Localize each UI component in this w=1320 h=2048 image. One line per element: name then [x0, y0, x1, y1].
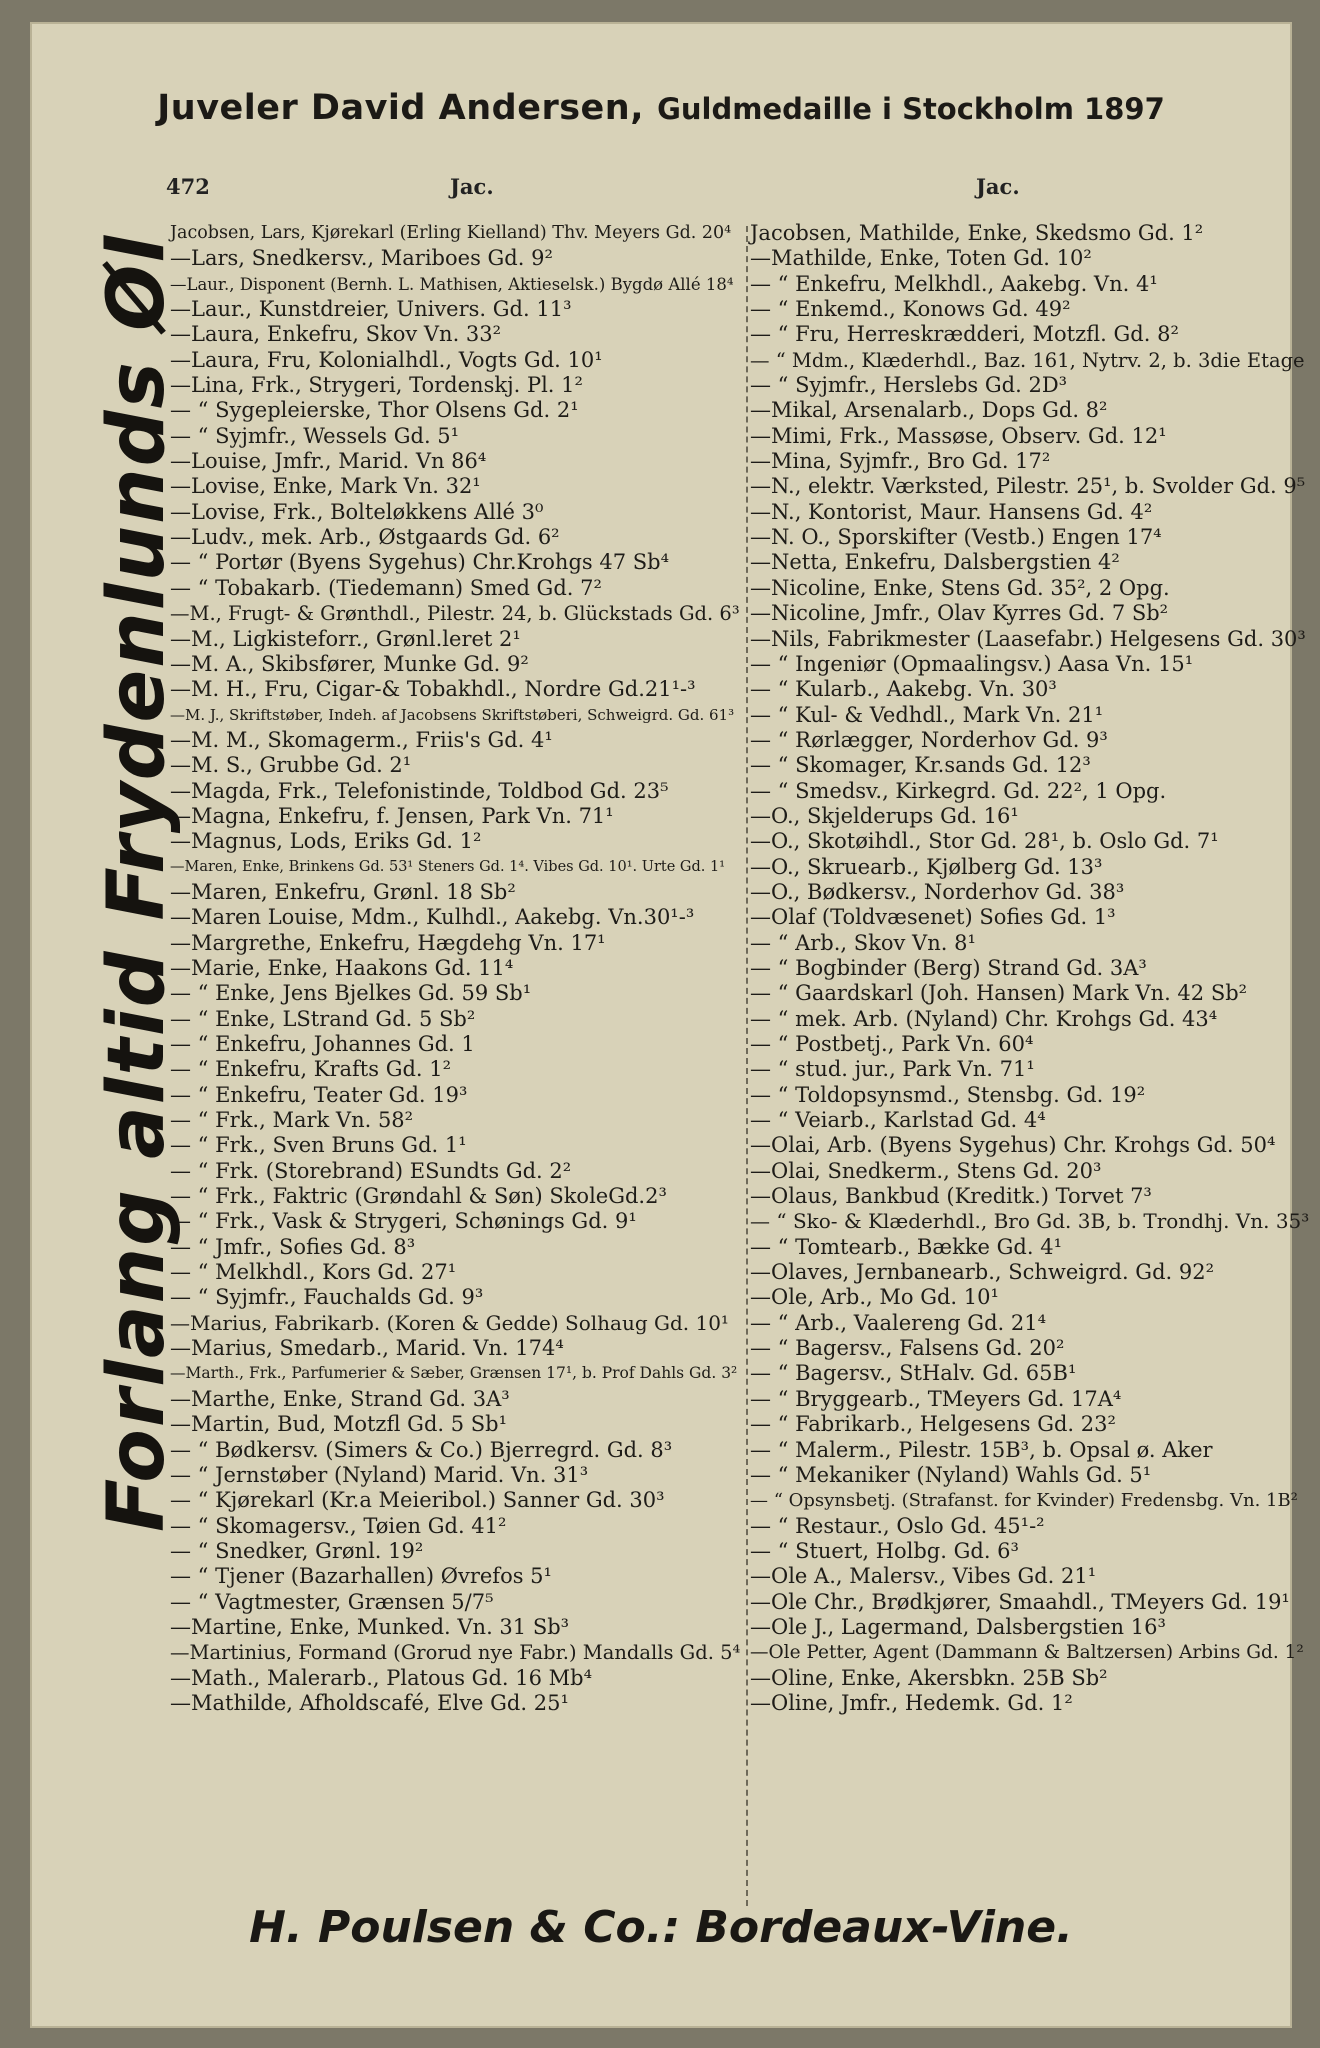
directory-entry: —Olaf (Toldvæsenet) Sofies Gd. 1³	[750, 905, 1116, 930]
directory-entry: —Ole A., Malersv., Vibes Gd. 21¹	[750, 1564, 1097, 1589]
directory-entry: —Nils, Fabrikmester (Laasefabr.) Helgesens Gd. 30³	[750, 626, 1306, 651]
directory-entry: —Ludv., mek. Arb., Østgaards Gd. 6²	[170, 525, 560, 550]
directory-entry: — “ Ingeniør (Opmaalingsv.) Aasa Vn. 15¹	[750, 651, 1194, 676]
directory-entry: — “ stud. jur., Park Vn. 71¹	[750, 1057, 1035, 1082]
directory-entry: —O., Skotøihdl., Stor Gd. 28¹, b. Oslo Gd. 7¹	[750, 829, 1219, 854]
directory-entry: — “ Arb., Vaalereng Gd. 21⁴	[750, 1310, 1046, 1335]
side-advertisement: Forlang altid Frydenlunds Øl	[92, 233, 182, 1532]
directory-entry: — “ mek. Arb. (Nyland) Chr. Krohgs Gd. 43⁴	[750, 1006, 1218, 1031]
directory-entry: —Martinius, Formand (Grorud nye Fabr.) Mandalls Gd. 5⁴	[170, 1641, 741, 1665]
directory-entry: —Olaves, Jernbanearb., Schweigrd. Gd. 92²	[750, 1260, 1214, 1285]
directory-entry: — “ Veiarb., Karlstad Gd. 4⁴	[750, 1108, 1046, 1133]
directory-entry: — “ Sygepleierske, Thor Olsens Gd. 2¹	[170, 398, 579, 423]
directory-entry: —M. M., Skomagerm., Friis's Gd. 4¹	[170, 727, 553, 752]
directory-entry: —M. S., Grubbe Gd. 2¹	[170, 753, 412, 778]
directory-entry: — “ Malerm., Pilestr. 15B³, b. Opsal ø. Aker	[750, 1437, 1213, 1462]
directory-entry: — “ Mdm., Klæderhdl., Baz. 161, Nytrv. 2, b. 3die Etage	[750, 348, 1305, 372]
directory-entry: — “ Vagtmester, Grænsen 5/7⁵	[170, 1589, 494, 1614]
directory-entry: —Ole Chr., Brødkjører, Smaahdl., TMeyers Gd. 19¹	[750, 1589, 1290, 1614]
directory-entry: —Marius, Smedarb., Marid. Vn. 174⁴	[170, 1336, 564, 1361]
directory-entry: — “ Kul- & Vedhdl., Mark Vn. 21¹	[750, 702, 1104, 727]
directory-entry: —Marie, Enke, Haakons Gd. 11⁴	[170, 955, 514, 980]
directory-entry: — “ Enke, LStrand Gd. 5 Sb²	[170, 1006, 476, 1031]
directory-entry: —Lovise, Frk., Bolteløkkens Allé 3⁰	[170, 499, 544, 524]
directory-entry: — “ Fru, Herreskrædderi, Motzfl. Gd. 8²	[750, 322, 1179, 347]
directory-entry: — “ Kjørekarl (Kr.a Meieribol.) Sanner Gd. 30³	[170, 1488, 665, 1513]
directory-entry: —Lars, Snedkersv., Mariboes Gd. 9²	[170, 246, 553, 271]
directory-entry: — “ Restaur., Oslo Gd. 45¹-²	[750, 1513, 1045, 1538]
directory-entry: — “ Frk., Sven Bruns Gd. 1¹	[170, 1133, 467, 1158]
directory-entry: —M. A., Skibsfører, Munke Gd. 9²	[170, 651, 529, 676]
directory-entry: —Mikal, Arsenalarb., Dops Gd. 8²	[750, 398, 1108, 423]
directory-entry: —Math., Malerarb., Platous Gd. 16 Mb⁴	[170, 1665, 592, 1690]
directory-entry: —Nicoline, Jmfr., Olav Kyrres Gd. 7 Sb²	[750, 601, 1169, 626]
directory-entry: —N. O., Sporskifter (Vestb.) Engen 17⁴	[750, 525, 1162, 550]
directory-entry: —Ole J., Lagermand, Dalsbergstien 16³	[750, 1614, 1166, 1639]
directory-entry: —Laura, Enkefru, Skov Vn. 33²	[170, 322, 502, 347]
directory-entry: — “ Skomager, Kr.sands Gd. 12³	[750, 753, 1091, 778]
directory-entry: —Margrethe, Enkefru, Hægdehg Vn. 17¹	[170, 930, 606, 955]
directory-entry: — “ Bagersv., Falsens Gd. 20²	[750, 1336, 1065, 1361]
directory-entry: — “ Gaardskarl (Joh. Hansen) Mark Vn. 42 Sb²	[750, 981, 1248, 1006]
directory-entry: —Ole Petter, Agent (Dammann & Baltzersen) Arbins Gd. 1²	[750, 1642, 1304, 1664]
header-advertisement	[30, 88, 1292, 128]
directory-entry: —Netta, Enkefru, Dalsbergstien 4²	[750, 550, 1120, 575]
directory-entry: —Laur., Kunstdreier, Univers. Gd. 11³	[170, 297, 572, 322]
directory-entry: —Mina, Syjmfr., Bro Gd. 17²	[750, 449, 1051, 474]
right-column-heading: Jac.	[976, 174, 1020, 199]
directory-entry: —Lovise, Enke, Mark Vn. 32¹	[170, 474, 481, 499]
directory-entry: —Magna, Enkefru, f. Jensen, Park Vn. 71¹	[170, 803, 614, 828]
directory-entry: — “ Tobakarb. (Tiedemann) Smed Gd. 7²	[170, 575, 602, 600]
directory-entry: —Mathilde, Afholdscafé, Elve Gd. 25¹	[170, 1690, 569, 1715]
directory-entry: — “ Enkefru, Melkhdl., Aakebg. Vn. 4¹	[750, 271, 1158, 296]
directory-entry: —Laura, Fru, Kolonialhdl., Vogts Gd. 10¹	[170, 347, 603, 372]
directory-entry: — “ Mekaniker (Nyland) Wahls Gd. 5¹	[750, 1462, 1152, 1487]
header-ad-subtitle: Guldmedaille i Stockholm 1897	[657, 92, 1165, 126]
directory-entry: —Oline, Jmfr., Hedemk. Gd. 1²	[750, 1690, 1073, 1715]
directory-entry: — “ Kularb., Aakebg. Vn. 30³	[750, 677, 1057, 702]
directory-entry: —Magnus, Lods, Eriks Gd. 1²	[170, 829, 482, 854]
directory-entry: —Mathilde, Enke, Toten Gd. 10²	[750, 246, 1092, 271]
directory-entry: —Olai, Snedkerm., Stens Gd. 20³	[750, 1158, 1102, 1183]
directory-entry: —Oline, Enke, Akersbkn. 25B Sb²	[750, 1665, 1108, 1690]
page-number: 472	[166, 174, 210, 199]
directory-entry: —N., elektr. Værksted, Pilestr. 25¹, b. Svolder Gd. 9⁵	[750, 474, 1306, 499]
directory-entry: — “ Jernstøber (Nyland) Marid. Vn. 31³	[170, 1462, 589, 1487]
directory-entry: —N., Kontorist, Maur. Hansens Gd. 4²	[750, 499, 1153, 524]
directory-entry: —Olai, Arb. (Byens Sygehus) Chr. Krohgs Gd. 50⁴	[750, 1133, 1276, 1158]
directory-entry: — “ Tomtearb., Bække Gd. 4¹	[750, 1234, 1062, 1259]
directory-entry: — “ Opsynsbetj. (Strafanst. for Kvinder) Fredensbg. Vn. 1B²	[750, 1490, 1298, 1512]
directory-entry: Jacobsen, Lars, Kjørekarl (Erling Kielland) Thv. Meyers Gd. 20⁴	[170, 223, 732, 243]
directory-entry: Jacobsen, Mathilde, Enke, Skedsmo Gd. 1²	[750, 221, 1204, 245]
directory-entry: — “ Stuert, Holbg. Gd. 6³	[750, 1538, 1019, 1563]
directory-entry: — “ Fabrikarb., Helgesens Gd. 23²	[750, 1412, 1116, 1437]
directory-entry: — “ Arb., Skov Vn. 8¹	[750, 930, 976, 955]
directory-entry: —Laur., Disponent (Bernh. L. Mathisen, Aktieselsk.) Bygdø Allé 18⁴	[170, 274, 734, 294]
directory-entry: — “ Enke, Jens Bjelkes Gd. 59 Sb¹	[170, 981, 532, 1006]
directory-entry: —Marth., Frk., Parfumerier & Sæber, Grænsen 17¹, b. Prof Dahls Gd. 3²	[170, 1364, 738, 1383]
footer-advertisement: H. Poulsen & Co.: Bordeaux-Vine.	[249, 1902, 1073, 1953]
directory-entry: — “ Enkefru, Krafts Gd. 1²	[170, 1057, 452, 1082]
directory-entry: —Olaus, Bankbud (Kreditk.) Torvet 7³	[750, 1184, 1152, 1209]
directory-entry: —Nicoline, Enke, Stens Gd. 35², 2 Opg.	[750, 575, 1170, 600]
directory-entry: — “ Jmfr., Sofies Gd. 8³	[170, 1234, 416, 1259]
directory-entry: — “ Tjener (Bazarhallen) Øvrefos 5¹	[170, 1564, 552, 1589]
directory-entry: — “ Sko- & Klæderhdl., Bro Gd. 3B, b. Trondhj. Vn. 35³	[750, 1209, 1310, 1234]
directory-entry: — “ Frk. (Storebrand) ESundts Gd. 2²	[170, 1158, 572, 1183]
directory-entry: —Maren, Enke, Brinkens Gd. 53¹ Steners Gd. 1⁴. Vibes Gd. 10¹. Urte Gd. 1¹	[170, 858, 726, 875]
directory-entry: —Magda, Frk., Telefonistinde, Toldbod Gd. 23⁵	[170, 778, 669, 803]
left-column-heading: Jac.	[450, 174, 494, 199]
header-ad-name: Juveler David Andersen,	[157, 88, 644, 128]
directory-entry: —O., Skruearb., Kjølberg Gd. 13³	[750, 854, 1103, 879]
directory-entry: — “ Rørlægger, Norderhov Gd. 9³	[750, 727, 1108, 752]
directory-entry: —M. J., Skriftstøber, Indeh. af Jacobsens Skriftstøberi, Schweigrd. Gd. 61³	[170, 705, 735, 724]
column-divider	[746, 226, 749, 1906]
directory-entry: —Martine, Enke, Munked. Vn. 31 Sb³	[170, 1614, 570, 1639]
directory-entry: — “ Bagersv., StHalv. Gd. 65B¹	[750, 1361, 1077, 1386]
directory-entry: — “ Bogbinder (Berg) Strand Gd. 3A³	[750, 955, 1147, 980]
directory-entry: —Maren, Enkefru, Grønl. 18 Sb²	[170, 879, 516, 904]
directory-entry: —Ole, Arb., Mo Gd. 10¹	[750, 1285, 999, 1310]
directory-entry: —M., Ligkisteforr., Grønl.leret 2¹	[170, 626, 521, 651]
directory-entry: — “ Syjmfr., Fauchalds Gd. 9³	[170, 1285, 484, 1310]
directory-entry: — “ Syjmfr., Wessels Gd. 5¹	[170, 423, 460, 448]
right-column-entries	[750, 221, 1310, 1716]
directory-entry: — “ Toldopsynsmd., Stensbg. Gd. 19²	[750, 1082, 1146, 1107]
directory-entry: — “ Snedker, Grønl. 19²	[170, 1538, 424, 1563]
directory-entry: —O., Bødkersv., Norderhov Gd. 38³	[750, 879, 1125, 904]
directory-entry: — “ Enkefru, Johannes Gd. 1	[170, 1032, 475, 1056]
directory-entry: —O., Skjelderups Gd. 16¹	[750, 803, 1019, 828]
directory-entry: — “ Portør (Byens Sygehus) Chr.Krohgs 47 Sb⁴	[170, 550, 669, 575]
directory-entry: — “ Melkhdl., Kors Gd. 27¹	[170, 1260, 457, 1285]
directory-entry: — “ Skomagersv., Tøien Gd. 41²	[170, 1513, 507, 1538]
directory-entry: —M., Frugt- & Grønthdl., Pilestr. 24, b. Glückstads Gd. 6³	[170, 602, 740, 626]
directory-page	[30, 22, 1310, 2028]
directory-entry: —Martin, Bud, Motzfl Gd. 5 Sb¹	[170, 1412, 508, 1437]
directory-entry: —M. H., Fru, Cigar-& Tobakhdl., Nordre Gd.21¹-³	[170, 677, 696, 702]
directory-entry: — “ Enkemd., Konows Gd. 49²	[750, 297, 1071, 322]
directory-entry: — “ Bødkersv. (Simers & Co.) Bjerregrd. Gd. 8³	[170, 1437, 673, 1462]
directory-entry: — “ Postbetj., Park Vn. 60⁴	[750, 1032, 1034, 1056]
directory-entry: —Marius, Fabrikarb. (Koren & Gedde) Solhaug Gd. 10¹	[170, 1310, 729, 1335]
directory-entry: — “ Frk., Faktric (Grøndahl & Søn) SkoleGd.2³	[170, 1184, 667, 1209]
directory-entry: —Maren Louise, Mdm., Kulhdl., Aakebg. Vn.30¹-³	[170, 905, 695, 930]
directory-entry: — “ Enkefru, Teater Gd. 19³	[170, 1082, 468, 1107]
directory-entry: — “ Syjmfr., Herslebs Gd. 2D³	[750, 373, 1068, 398]
directory-entry: — “ Frk., Vask & Strygeri, Schønings Gd. 9¹	[170, 1209, 637, 1234]
directory-entry: — “ Frk., Mark Vn. 58²	[170, 1108, 414, 1133]
left-column-entries	[170, 221, 740, 1716]
directory-entry: —Marthe, Enke, Strand Gd. 3A³	[170, 1386, 510, 1411]
directory-entry: —Lina, Frk., Strygeri, Tordenskj. Pl. 1²	[170, 373, 583, 398]
directory-entry: — “ Bryggearb., TMeyers Gd. 17A⁴	[750, 1386, 1122, 1411]
directory-entry: —Louise, Jmfr., Marid. Vn 86⁴	[170, 449, 487, 474]
directory-entry: — “ Smedsv., Kirkegrd. Gd. 22², 1 Opg.	[750, 778, 1167, 803]
directory-entry: —Mimi, Frk., Massøse, Observ. Gd. 12¹	[750, 423, 1167, 448]
